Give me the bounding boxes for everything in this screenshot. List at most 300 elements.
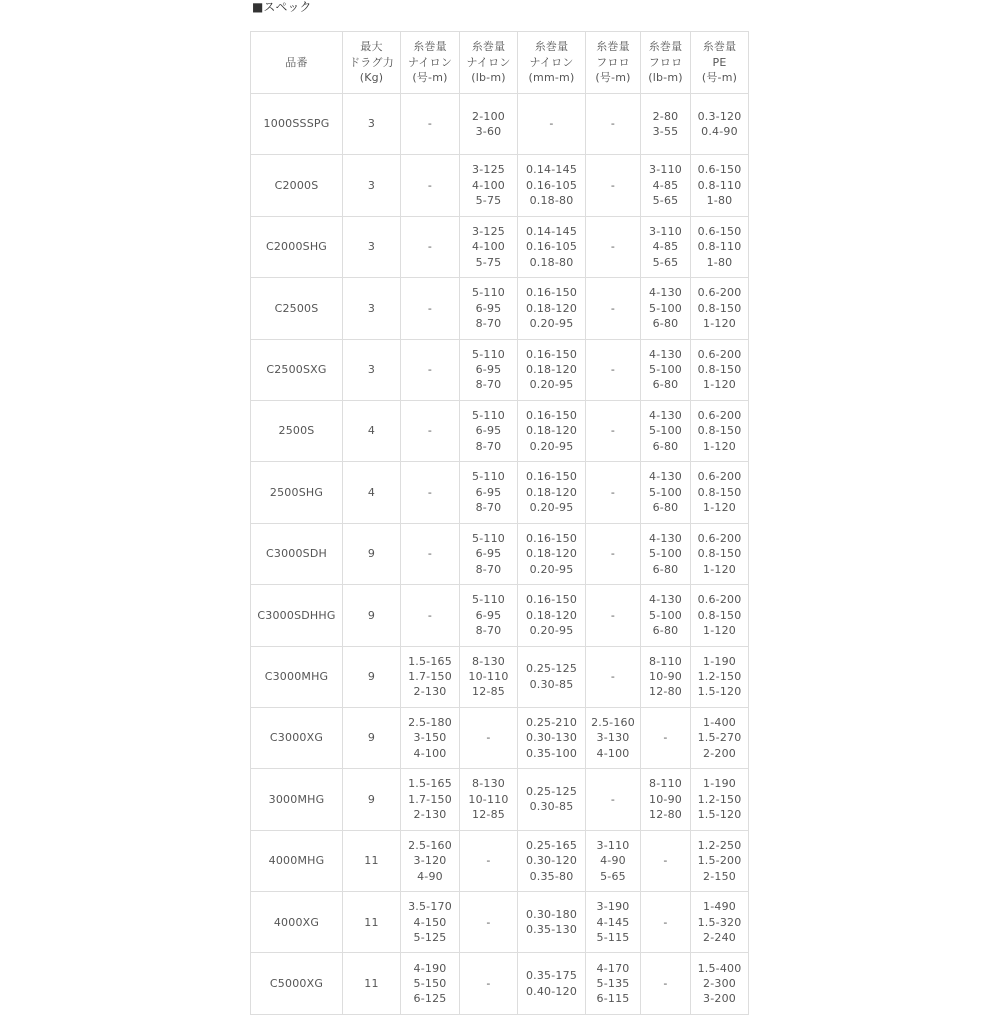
cell-fluoro-lb	[641, 400, 691, 461]
cell-line: 0.8-110	[697, 178, 742, 192]
cell-line: 0.30-85	[529, 800, 574, 814]
cell-nylon-lb	[460, 462, 518, 523]
cell-fluoro-lb	[641, 523, 691, 584]
cell-pe-go	[691, 462, 749, 523]
cell-nylon-go	[401, 953, 460, 1014]
cell-fluoro-go	[586, 523, 641, 584]
cell-line: 5-65	[652, 255, 679, 269]
cell-fluoro-go	[586, 953, 641, 1014]
cell-line: 3-55	[652, 125, 679, 139]
cell-model-number	[251, 585, 343, 646]
cell-line: C2500S	[274, 301, 319, 315]
cell-line: 3-110	[596, 838, 630, 852]
column-header-line: 糸巻量	[648, 40, 683, 54]
column-header-line: ナイロン	[466, 55, 511, 69]
cell-line: 6-80	[652, 624, 679, 638]
cell-line: 0.20-95	[529, 562, 574, 576]
cell-line: 6-95	[475, 608, 502, 622]
cell-line: -	[486, 915, 491, 929]
cell-line: 12-80	[649, 808, 682, 822]
cell-line: 0.6-200	[697, 593, 742, 607]
cell-max-drag	[343, 462, 401, 523]
cell-max-drag	[343, 707, 401, 768]
cell-line: 5-135	[596, 976, 630, 990]
cell-line: 0.16-150	[525, 593, 578, 607]
cell-nylon-go	[401, 216, 460, 277]
cell-line: -	[610, 240, 616, 254]
column-header-line: 糸巻量	[534, 40, 569, 54]
cell-line: 9	[367, 792, 376, 806]
cell-line: 12-85	[472, 808, 505, 822]
cell-line: 0.8-150	[697, 301, 742, 315]
cell-max-drag	[343, 585, 401, 646]
column-header-line: 糸巻量	[471, 40, 506, 54]
column-header-nylon-go	[401, 32, 460, 94]
cell-line: 0.8-150	[697, 424, 742, 438]
cell-model-number	[251, 953, 343, 1014]
cell-nylon-go	[401, 400, 460, 461]
cell-line: 0.8-150	[697, 485, 742, 499]
cell-line: 5-100	[649, 485, 682, 499]
cell-line: 9	[367, 731, 376, 745]
cell-nylon-go	[401, 94, 460, 155]
cell-line: 0.25-125	[525, 662, 578, 676]
cell-fluoro-go	[586, 339, 641, 400]
cell-line: 0.16-150	[525, 409, 578, 423]
cell-line: 1.7-150	[408, 792, 452, 806]
cell-line: 0.16-105	[525, 178, 578, 192]
cell-line: 1.5-320	[697, 915, 742, 929]
cell-nylon-go	[401, 892, 460, 953]
cell-line: 5-100	[649, 301, 682, 315]
cell-line: 2500S	[278, 424, 315, 438]
cell-max-drag	[343, 953, 401, 1014]
cell-line: 6-80	[652, 378, 679, 392]
cell-line: 4-85	[652, 178, 679, 192]
cell-line: 0.18-120	[525, 301, 578, 315]
cell-fluoro-go	[586, 462, 641, 523]
cell-line: 0.18-120	[525, 485, 578, 499]
cell-line: -	[663, 915, 668, 929]
cell-fluoro-lb	[641, 278, 691, 339]
cell-model-number	[251, 707, 343, 768]
cell-line: 10-90	[649, 792, 682, 806]
cell-line: 0.6-200	[697, 470, 742, 484]
cell-line: 6-95	[475, 424, 502, 438]
cell-line: -	[486, 976, 491, 990]
cell-line: 1-120	[703, 317, 736, 331]
cell-line: -	[427, 608, 433, 622]
cell-line: 2-150	[703, 869, 736, 883]
cell-line: 5-110	[472, 409, 505, 423]
cell-line: 6-80	[652, 562, 679, 576]
cell-line: 8-130	[472, 654, 505, 668]
cell-line: -	[610, 301, 616, 315]
cell-max-drag	[343, 339, 401, 400]
cell-nylon-mm	[518, 94, 586, 155]
cell-line: 6-95	[475, 485, 502, 499]
table-row	[251, 707, 749, 768]
cell-line: C3000MHG	[264, 670, 329, 683]
cell-line: 1.2-250	[697, 838, 742, 852]
cell-line: 5-150	[413, 976, 447, 990]
cell-nylon-go	[401, 830, 460, 891]
cell-max-drag	[343, 278, 401, 339]
column-header-line: 最大	[360, 40, 383, 54]
column-header-line: フロロ	[648, 55, 683, 69]
cell-max-drag	[343, 830, 401, 891]
cell-line: -	[549, 117, 554, 131]
cell-line: 4	[367, 424, 376, 438]
cell-line: 4-145	[596, 915, 630, 929]
cell-fluoro-lb	[641, 646, 691, 707]
cell-line: 2-80	[652, 109, 679, 123]
spec-table	[250, 31, 749, 1015]
cell-max-drag	[343, 155, 401, 216]
cell-nylon-lb	[460, 646, 518, 707]
cell-line: 4-130	[649, 531, 682, 545]
cell-line: 0.18-120	[525, 547, 578, 561]
cell-line: 5-75	[475, 194, 502, 208]
cell-nylon-lb	[460, 278, 518, 339]
cell-nylon-mm	[518, 462, 586, 523]
column-header-line: (号-m)	[701, 71, 738, 85]
cell-line: 5-75	[475, 255, 502, 269]
cell-line: 1-120	[703, 501, 736, 515]
cell-line: -	[663, 976, 668, 990]
cell-fluoro-go	[586, 216, 641, 277]
cell-pe-go	[691, 585, 749, 646]
cell-fluoro-lb	[641, 94, 691, 155]
cell-max-drag	[343, 892, 401, 953]
cell-line: 3-200	[703, 992, 736, 1006]
cell-line: 2-130	[413, 808, 447, 822]
cell-fluoro-lb	[641, 830, 691, 891]
cell-line: 4-100	[472, 178, 505, 192]
cell-nylon-go	[401, 155, 460, 216]
cell-line: 0.35-130	[525, 923, 578, 937]
cell-line: 1-120	[703, 624, 736, 638]
cell-line: 0.16-150	[525, 470, 578, 484]
cell-nylon-lb	[460, 94, 518, 155]
cell-line: -	[427, 485, 433, 499]
cell-max-drag	[343, 216, 401, 277]
cell-line: 8-70	[475, 378, 502, 392]
cell-nylon-lb	[460, 830, 518, 891]
column-header-nylon-mm	[518, 32, 586, 94]
cell-fluoro-lb	[641, 462, 691, 523]
cell-fluoro-go	[586, 94, 641, 155]
header-row	[251, 32, 749, 94]
cell-max-drag	[343, 646, 401, 707]
cell-line: 0.6-200	[697, 531, 742, 545]
column-header-max-drag	[343, 32, 401, 94]
cell-fluoro-lb	[641, 953, 691, 1014]
cell-line: 4	[367, 485, 376, 499]
cell-line: -	[610, 792, 616, 806]
cell-model-number	[251, 155, 343, 216]
cell-nylon-mm	[518, 707, 586, 768]
cell-line: 2500SHG	[269, 485, 324, 499]
cell-line: 5-100	[649, 424, 682, 438]
cell-nylon-mm	[518, 953, 586, 1014]
cell-line: 3-60	[475, 125, 502, 139]
cell-nylon-lb	[460, 155, 518, 216]
cell-line: 9	[367, 547, 376, 561]
cell-line: 0.8-150	[697, 608, 742, 622]
cell-nylon-mm	[518, 400, 586, 461]
cell-nylon-mm	[518, 585, 586, 646]
cell-nylon-mm	[518, 278, 586, 339]
cell-line: 1-120	[703, 439, 736, 453]
cell-nylon-go	[401, 769, 460, 830]
cell-line: 3-190	[596, 900, 630, 914]
cell-line: -	[610, 608, 616, 622]
cell-line: 3-110	[649, 163, 682, 177]
cell-line: -	[610, 178, 616, 192]
cell-line: 5-100	[649, 363, 682, 377]
cell-line: 3.5-170	[408, 900, 452, 914]
cell-line: 4-130	[649, 470, 682, 484]
cell-line: 8-110	[649, 654, 682, 668]
cell-line: 2-130	[413, 685, 447, 699]
cell-line: 1.2-150	[697, 792, 742, 806]
cell-line: 2-240	[703, 930, 736, 944]
cell-line: 11	[364, 976, 379, 990]
cell-line: 0.20-95	[529, 624, 574, 638]
cell-line: 0.14-145	[525, 224, 578, 238]
cell-line: 5-110	[472, 470, 505, 484]
cell-line: 0.18-120	[525, 608, 578, 622]
cell-line: 0.8-150	[697, 363, 742, 377]
cell-line: -	[486, 731, 491, 745]
cell-line: -	[427, 301, 433, 315]
cell-line: 3	[367, 117, 376, 131]
cell-line: 0.8-150	[697, 547, 742, 561]
cell-line: 4000MHG	[268, 854, 325, 868]
cell-line: 0.8-110	[697, 240, 742, 254]
cell-model-number	[251, 462, 343, 523]
cell-nylon-go	[401, 646, 460, 707]
cell-line: 0.6-150	[697, 163, 742, 177]
cell-nylon-go	[401, 339, 460, 400]
cell-line: 9	[367, 670, 376, 683]
cell-line: 0.20-95	[529, 439, 574, 453]
column-header-line: フロロ	[596, 55, 630, 69]
cell-line: 0.16-150	[525, 347, 578, 361]
cell-line: 0.18-120	[525, 424, 578, 438]
cell-line: 4000XG	[273, 915, 320, 929]
table-row	[251, 830, 749, 891]
cell-pe-go	[691, 892, 749, 953]
column-header-line: 糸巻量	[596, 40, 630, 54]
cell-pe-go	[691, 278, 749, 339]
cell-model-number	[251, 216, 343, 277]
cell-line: -	[427, 424, 433, 438]
cell-nylon-lb	[460, 892, 518, 953]
cell-line: 8-70	[475, 624, 502, 638]
cell-line: 6-80	[652, 317, 679, 331]
cell-line: 0.18-80	[529, 255, 574, 269]
cell-nylon-go	[401, 462, 460, 523]
cell-line: 4-90	[600, 854, 626, 868]
cell-line: 3	[367, 363, 376, 377]
cell-line: 1.5-400	[697, 961, 742, 975]
cell-line: 5-100	[649, 608, 682, 622]
cell-model-number	[251, 523, 343, 584]
cell-line: 6-95	[475, 363, 502, 377]
cell-nylon-mm	[518, 339, 586, 400]
cell-fluoro-go	[586, 707, 641, 768]
cell-line: 1-190	[703, 777, 736, 791]
table-row	[251, 278, 749, 339]
cell-nylon-go	[401, 278, 460, 339]
cell-line: 0.30-120	[525, 854, 578, 868]
table-row	[251, 400, 749, 461]
cell-nylon-mm	[518, 892, 586, 953]
cell-line: 0.20-95	[529, 378, 574, 392]
cell-line: 6-95	[475, 301, 502, 315]
cell-pe-go	[691, 523, 749, 584]
cell-line: 4-130	[649, 286, 682, 300]
cell-max-drag	[343, 94, 401, 155]
cell-nylon-lb	[460, 707, 518, 768]
cell-max-drag	[343, 400, 401, 461]
cell-line: 8-70	[475, 562, 502, 576]
cell-pe-go	[691, 400, 749, 461]
table-row	[251, 462, 749, 523]
cell-line: -	[610, 485, 616, 499]
cell-line: 4-130	[649, 593, 682, 607]
cell-line: 1.5-200	[697, 854, 742, 868]
table-row	[251, 646, 749, 707]
cell-line: 5-100	[649, 547, 682, 561]
cell-line: 1.5-120	[697, 685, 742, 699]
cell-pe-go	[691, 94, 749, 155]
cell-line: 10-110	[468, 792, 509, 806]
cell-line: -	[427, 178, 433, 192]
cell-fluoro-go	[586, 155, 641, 216]
cell-nylon-go	[401, 523, 460, 584]
cell-line: 0.16-150	[525, 286, 578, 300]
cell-line: 0.30-130	[525, 731, 578, 745]
cell-line: -	[486, 854, 491, 868]
cell-line: 2.5-160	[591, 715, 635, 729]
column-header-line: 糸巻量	[413, 40, 447, 54]
cell-line: C2000S	[274, 178, 319, 192]
cell-line: 3	[367, 240, 376, 254]
cell-line: 1.5-270	[697, 731, 742, 745]
table-row	[251, 339, 749, 400]
cell-fluoro-go	[586, 646, 641, 707]
table-row	[251, 216, 749, 277]
cell-fluoro-go	[586, 585, 641, 646]
cell-nylon-go	[401, 707, 460, 768]
cell-line: -	[610, 117, 616, 131]
cell-line: -	[427, 363, 433, 377]
cell-line: 5-115	[596, 930, 630, 944]
cell-nylon-lb	[460, 769, 518, 830]
cell-nylon-mm	[518, 769, 586, 830]
cell-line: 6-95	[475, 547, 502, 561]
cell-fluoro-lb	[641, 892, 691, 953]
cell-line: 0.25-210	[525, 715, 578, 729]
cell-line: 0.3-120	[697, 109, 742, 123]
cell-line: 6-125	[413, 992, 447, 1006]
cell-model-number	[251, 769, 343, 830]
cell-line: 1.5-165	[408, 654, 452, 668]
column-header-nylon-lb	[460, 32, 518, 94]
cell-line: 6-115	[596, 992, 630, 1006]
cell-line: 3-110	[649, 224, 682, 238]
cell-line: 1-490	[703, 900, 736, 914]
cell-line: 5-110	[472, 593, 505, 607]
cell-nylon-mm	[518, 646, 586, 707]
cell-line: 1-120	[703, 562, 736, 576]
cell-line: 0.4-90	[701, 125, 738, 139]
column-header-line: (lb-m)	[471, 71, 506, 85]
column-header-line: ナイロン	[529, 55, 574, 69]
cell-line: 2.5-160	[408, 838, 452, 852]
cell-line: 5-110	[472, 347, 505, 361]
table-row	[251, 585, 749, 646]
cell-line: 0.25-165	[525, 838, 578, 852]
cell-line: 0.6-200	[697, 286, 742, 300]
cell-pe-go	[691, 707, 749, 768]
cell-line: 3-150	[413, 731, 447, 745]
cell-nylon-mm	[518, 523, 586, 584]
cell-line: 5-125	[413, 930, 447, 944]
cell-line: 1-80	[706, 194, 733, 208]
cell-line: 3000MHG	[268, 792, 325, 806]
column-header-line: 品番	[285, 55, 308, 69]
cell-line: 6-80	[652, 501, 679, 515]
cell-line: 10-90	[649, 670, 682, 683]
table-row	[251, 155, 749, 216]
cell-line: -	[610, 424, 616, 438]
cell-line: 1.7-150	[408, 670, 452, 683]
cell-line: 5-110	[472, 286, 505, 300]
cell-line: -	[427, 547, 433, 561]
cell-line: 4-170	[596, 961, 630, 975]
cell-model-number	[251, 278, 343, 339]
cell-line: 2-200	[703, 746, 736, 760]
cell-nylon-mm	[518, 830, 586, 891]
cell-model-number	[251, 94, 343, 155]
cell-line: 3-125	[472, 224, 505, 238]
cell-pe-go	[691, 339, 749, 400]
cell-nylon-lb	[460, 216, 518, 277]
cell-line: 4-100	[596, 746, 630, 760]
cell-line: 4-130	[649, 409, 682, 423]
cell-line: 4-100	[413, 746, 447, 760]
cell-pe-go	[691, 216, 749, 277]
cell-line: -	[610, 670, 616, 683]
cell-line: 1.2-150	[697, 670, 742, 683]
cell-nylon-lb	[460, 585, 518, 646]
cell-line: 3-125	[472, 163, 505, 177]
cell-line: 11	[364, 915, 379, 929]
cell-line: C2000SHG	[265, 240, 328, 254]
cell-pe-go	[691, 769, 749, 830]
cell-line: C2500SXG	[266, 363, 327, 377]
table-row	[251, 953, 749, 1014]
cell-line: C3000SDHHG	[257, 608, 336, 622]
column-header-fluoro-lb	[641, 32, 691, 94]
cell-pe-go	[691, 155, 749, 216]
cell-line: 0.20-95	[529, 501, 574, 515]
cell-line: 0.30-180	[525, 907, 578, 921]
